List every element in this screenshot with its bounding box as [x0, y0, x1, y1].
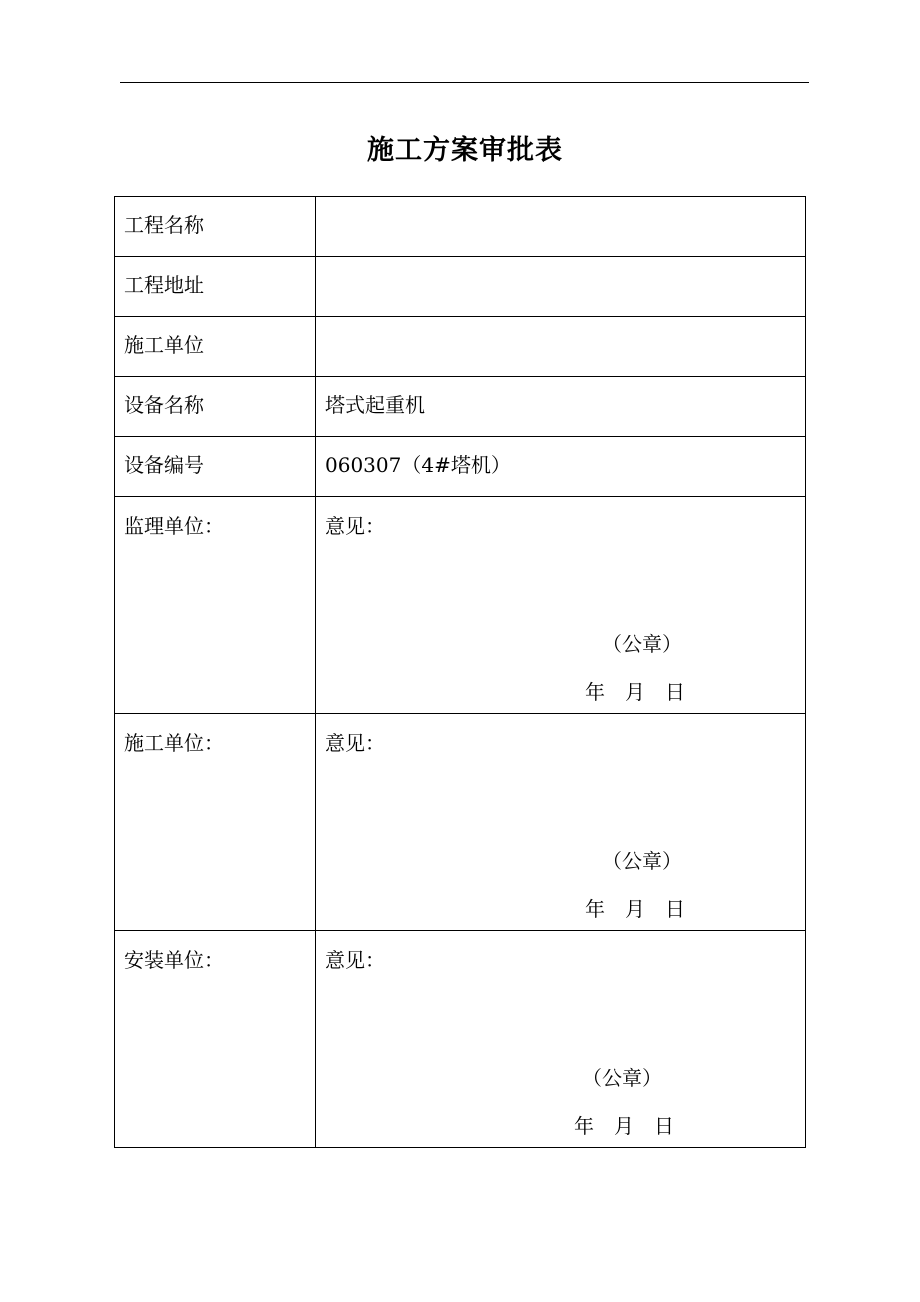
table-row [115, 257, 806, 317]
day-label: 日 [654, 1114, 674, 1138]
installation-stamp-label: （公章） [582, 1066, 662, 1090]
table-row [115, 497, 806, 714]
equipment-number-value: 060307（4#塔机） [325, 453, 511, 477]
construction-opinion-unit-label: 施工单位： [124, 731, 224, 755]
year-label: 年 [585, 897, 605, 921]
approval-form-table [114, 196, 806, 1148]
project-address-label-cell [115, 257, 316, 317]
document-title: 施工方案审批表 [367, 135, 563, 166]
equipment-name-value: 塔式起重机 [325, 393, 425, 417]
construction-unit-label-cell [115, 317, 316, 377]
project-address-value [316, 257, 805, 269]
construction-unit-label: 施工单位 [124, 333, 204, 357]
supervision-stamp-label: （公章） [602, 632, 682, 656]
installation-opinion-cell[interactable] [316, 931, 806, 1148]
equipment-name-value-cell[interactable] [316, 377, 806, 437]
project-name-value [316, 197, 805, 209]
month-label: 月 [625, 680, 645, 704]
construction-opinion-label: 意见： [325, 731, 385, 755]
day-label: 日 [665, 897, 685, 921]
project-name-value-cell[interactable] [316, 197, 806, 257]
project-address-label: 工程地址 [124, 273, 204, 297]
supervision-unit-cell [115, 497, 316, 714]
installation-opinion-label: 意见： [325, 948, 385, 972]
supervision-date-line [585, 676, 705, 705]
equipment-number-label-cell [115, 437, 316, 497]
construction-unit-value [316, 317, 805, 329]
installation-date-line [574, 1110, 694, 1139]
project-name-label-cell [115, 197, 316, 257]
project-address-value-cell[interactable] [316, 257, 806, 317]
year-label: 年 [585, 680, 605, 704]
construction-date-line [585, 893, 705, 922]
header-rule [120, 82, 809, 83]
table-row [115, 197, 806, 257]
table-row [115, 377, 806, 437]
installation-unit-label: 安装单位： [124, 948, 224, 972]
day-label: 日 [665, 680, 685, 704]
table-row [115, 714, 806, 931]
construction-opinion-cell[interactable] [316, 714, 806, 931]
table-row [115, 317, 806, 377]
equipment-number-label: 设备编号 [124, 453, 204, 477]
construction-stamp-label: （公章） [602, 849, 682, 873]
table-row [115, 931, 806, 1148]
month-label: 月 [625, 897, 645, 921]
supervision-unit-label: 监理单位： [124, 514, 224, 538]
year-label: 年 [574, 1114, 594, 1138]
construction-opinion-unit-cell [115, 714, 316, 931]
equipment-name-label-cell [115, 377, 316, 437]
construction-unit-value-cell[interactable] [316, 317, 806, 377]
supervision-opinion-label: 意见： [325, 514, 385, 538]
supervision-opinion-cell[interactable] [316, 497, 806, 714]
equipment-name-label: 设备名称 [124, 393, 204, 417]
table-row [115, 437, 806, 497]
installation-unit-cell [115, 931, 316, 1148]
equipment-number-value-cell[interactable] [316, 437, 806, 497]
month-label: 月 [614, 1114, 634, 1138]
project-name-label: 工程名称 [124, 213, 204, 237]
